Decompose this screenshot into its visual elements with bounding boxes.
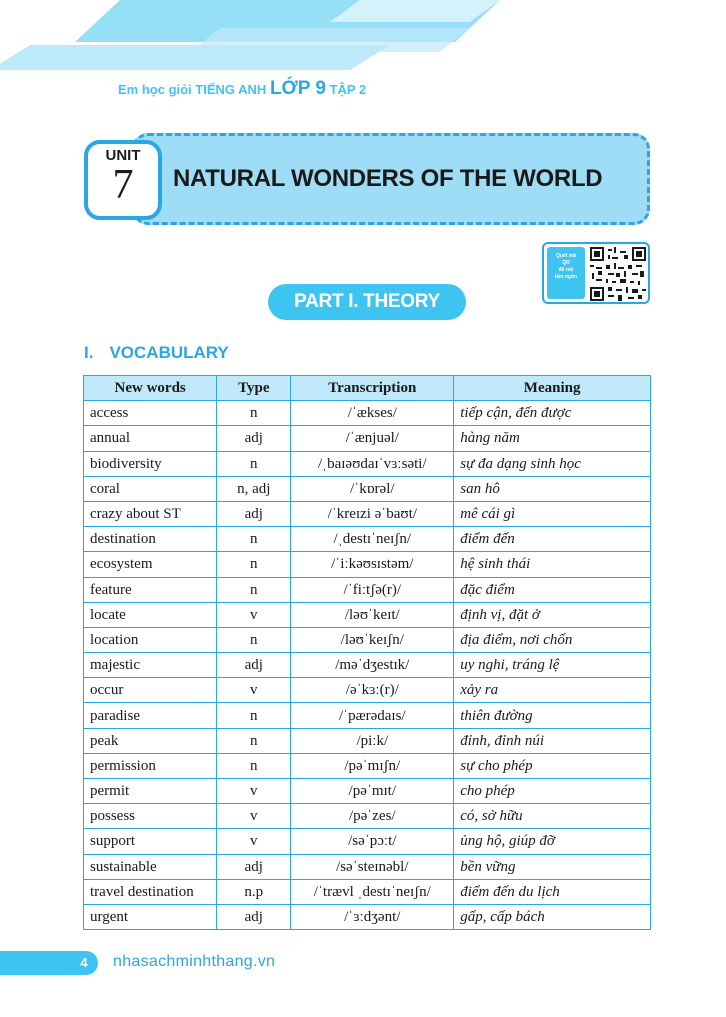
table-row bbox=[84, 804, 651, 829]
word-cell: majestic bbox=[84, 653, 217, 678]
type-cell: n bbox=[217, 577, 291, 602]
meaning-cell: cho phép bbox=[454, 779, 651, 804]
qr-caption-line: Quét mã bbox=[555, 253, 576, 259]
table-row bbox=[84, 527, 651, 552]
table-row bbox=[84, 476, 651, 501]
meaning-cell: đặc điểm bbox=[454, 577, 651, 602]
word-cell: ecosystem bbox=[84, 552, 217, 577]
book-title-grade: LỚP 9 bbox=[269, 78, 326, 99]
transcription-cell: /ˈkɒrəl/ bbox=[291, 476, 454, 501]
transcription-cell: /pəˈzes/ bbox=[291, 804, 454, 829]
meaning-cell: bền vững bbox=[454, 854, 651, 879]
transcription-cell: /ləʊˈkeɪʃn/ bbox=[291, 627, 454, 652]
meaning-cell: điểm đến bbox=[454, 527, 651, 552]
qr-caption-line: QR bbox=[562, 260, 570, 266]
type-cell: n bbox=[217, 401, 291, 426]
type-cell: n bbox=[217, 627, 291, 652]
transcription-cell: /ləʊˈkeɪt/ bbox=[291, 602, 454, 627]
type-cell: n bbox=[217, 703, 291, 728]
transcription-cell: /ˈtrævl ˌdestɪˈneɪʃn/ bbox=[291, 879, 454, 904]
unit-number: 7 bbox=[112, 162, 134, 208]
table-row bbox=[84, 678, 651, 703]
meaning-cell: san hô bbox=[454, 476, 651, 501]
type-cell: n, adj bbox=[217, 476, 291, 501]
table-row bbox=[84, 779, 651, 804]
type-cell: n bbox=[217, 451, 291, 476]
table-row bbox=[84, 653, 651, 678]
vocabulary-table-body bbox=[84, 401, 651, 930]
type-cell: n.p bbox=[217, 879, 291, 904]
meaning-cell: có, sở hữu bbox=[454, 804, 651, 829]
word-cell: paradise bbox=[84, 703, 217, 728]
unit-title: NATURAL WONDERS OF THE WORLD bbox=[173, 165, 603, 192]
word-cell: travel destination bbox=[84, 879, 217, 904]
table-row bbox=[84, 829, 651, 854]
word-cell: peak bbox=[84, 728, 217, 753]
type-cell: n bbox=[217, 527, 291, 552]
meaning-cell: thiên đường bbox=[454, 703, 651, 728]
type-cell: v bbox=[217, 804, 291, 829]
word-cell: crazy about ST bbox=[84, 501, 217, 526]
meaning-cell: hàng năm bbox=[454, 426, 651, 451]
transcription-cell: /ˈɜːdʒənt/ bbox=[291, 904, 454, 929]
transcription-cell: /əˈkɜː(r)/ bbox=[291, 678, 454, 703]
word-cell: coral bbox=[84, 476, 217, 501]
word-cell: support bbox=[84, 829, 217, 854]
part-title: PART I. THEORY bbox=[268, 284, 466, 320]
meaning-cell: điểm đến du lịch bbox=[454, 879, 651, 904]
meaning-cell: ủng hộ, giúp đỡ bbox=[454, 829, 651, 854]
book-title-prefix: Em học giỏi TIẾNG ANH bbox=[118, 82, 267, 97]
word-cell: access bbox=[84, 401, 217, 426]
transcription-cell: /ˈiːkəʊsɪstəm/ bbox=[291, 552, 454, 577]
column-header-meaning: Meaning bbox=[454, 376, 651, 401]
word-cell: possess bbox=[84, 804, 217, 829]
meaning-cell: đỉnh, đỉnh núi bbox=[454, 728, 651, 753]
type-cell: adj bbox=[217, 653, 291, 678]
type-cell: adj bbox=[217, 904, 291, 929]
word-cell: destination bbox=[84, 527, 217, 552]
vocabulary-table bbox=[83, 375, 651, 930]
table-row bbox=[84, 728, 651, 753]
transcription-cell: /pəˈmɪt/ bbox=[291, 779, 454, 804]
section-heading bbox=[84, 343, 229, 363]
table-row bbox=[84, 627, 651, 652]
type-cell: n bbox=[217, 753, 291, 778]
meaning-cell: định vị, đặt ở bbox=[454, 602, 651, 627]
section-number: I. bbox=[84, 343, 94, 362]
type-cell: adj bbox=[217, 854, 291, 879]
meaning-cell: uy nghi, tráng lệ bbox=[454, 653, 651, 678]
table-row bbox=[84, 401, 651, 426]
column-header-new-words: New words bbox=[84, 376, 217, 401]
column-header-type: Type bbox=[217, 376, 291, 401]
type-cell: v bbox=[217, 829, 291, 854]
meaning-cell: sự cho phép bbox=[454, 753, 651, 778]
book-title-volume: TẬP 2 bbox=[329, 82, 367, 97]
type-cell: v bbox=[217, 779, 291, 804]
unit-label: UNIT bbox=[105, 147, 141, 164]
word-cell: permit bbox=[84, 779, 217, 804]
type-cell: v bbox=[217, 602, 291, 627]
meaning-cell: tiếp cận, đến được bbox=[454, 401, 651, 426]
transcription-cell: /ˈænjuəl/ bbox=[291, 426, 454, 451]
transcription-cell: /ˈækses/ bbox=[291, 401, 454, 426]
type-cell: v bbox=[217, 678, 291, 703]
transcription-cell: /piːk/ bbox=[291, 728, 454, 753]
table-row bbox=[84, 426, 651, 451]
word-cell: occur bbox=[84, 678, 217, 703]
table-row bbox=[84, 753, 651, 778]
table-row bbox=[84, 703, 651, 728]
footer-website: nhasachminhthang.vn bbox=[113, 953, 276, 970]
type-cell: n bbox=[217, 728, 291, 753]
table-row bbox=[84, 879, 651, 904]
word-cell: sustainable bbox=[84, 854, 217, 879]
word-cell: permission bbox=[84, 753, 217, 778]
meaning-cell: địa điểm, nơi chốn bbox=[454, 627, 651, 652]
transcription-cell: /pəˈmɪʃn/ bbox=[291, 753, 454, 778]
qr-code-icon[interactable] bbox=[590, 247, 646, 301]
meaning-cell: sự đa dạng sinh học bbox=[454, 451, 651, 476]
word-cell: feature bbox=[84, 577, 217, 602]
page-number: 4 bbox=[80, 955, 88, 970]
transcription-cell: /ˈfiːtʃə(r)/ bbox=[291, 577, 454, 602]
type-cell: adj bbox=[217, 501, 291, 526]
qr-caption bbox=[547, 247, 585, 299]
transcription-cell: /ˌdestɪˈneɪʃn/ bbox=[291, 527, 454, 552]
transcription-cell: /məˈdʒestɪk/ bbox=[291, 653, 454, 678]
qr-caption-line: lấm ngôn bbox=[554, 274, 578, 280]
transcription-cell: /ˌbaɪəʊdaɪˈvɜːsəti/ bbox=[291, 451, 454, 476]
word-cell: annual bbox=[84, 426, 217, 451]
qr-panel[interactable] bbox=[542, 242, 650, 304]
table-row bbox=[84, 904, 651, 929]
table-row bbox=[84, 577, 651, 602]
meaning-cell: hệ sinh thái bbox=[454, 552, 651, 577]
table-row bbox=[84, 602, 651, 627]
table-header-row bbox=[84, 376, 651, 401]
table-row bbox=[84, 451, 651, 476]
transcription-cell: /səˈpɔːt/ bbox=[291, 829, 454, 854]
type-cell: adj bbox=[217, 426, 291, 451]
table-row bbox=[84, 501, 651, 526]
word-cell: biodiversity bbox=[84, 451, 217, 476]
word-cell: location bbox=[84, 627, 217, 652]
word-cell: locate bbox=[84, 602, 217, 627]
table-row bbox=[84, 552, 651, 577]
transcription-cell: /ˈpærədaɪs/ bbox=[291, 703, 454, 728]
word-cell: urgent bbox=[84, 904, 217, 929]
transcription-cell: /səˈsteɪnəbl/ bbox=[291, 854, 454, 879]
unit-badge bbox=[84, 140, 162, 220]
meaning-cell: mê cái gì bbox=[454, 501, 651, 526]
table-row bbox=[84, 854, 651, 879]
column-header-transcription: Transcription bbox=[291, 376, 454, 401]
transcription-cell: /ˈkreɪzi əˈbaʊt/ bbox=[291, 501, 454, 526]
type-cell: n bbox=[217, 552, 291, 577]
qr-caption-line: để nói bbox=[558, 267, 574, 273]
meaning-cell: xảy ra bbox=[454, 678, 651, 703]
book-title bbox=[118, 78, 366, 100]
meaning-cell: gấp, cấp bách bbox=[454, 904, 651, 929]
section-title: VOCABULARY bbox=[109, 343, 229, 362]
